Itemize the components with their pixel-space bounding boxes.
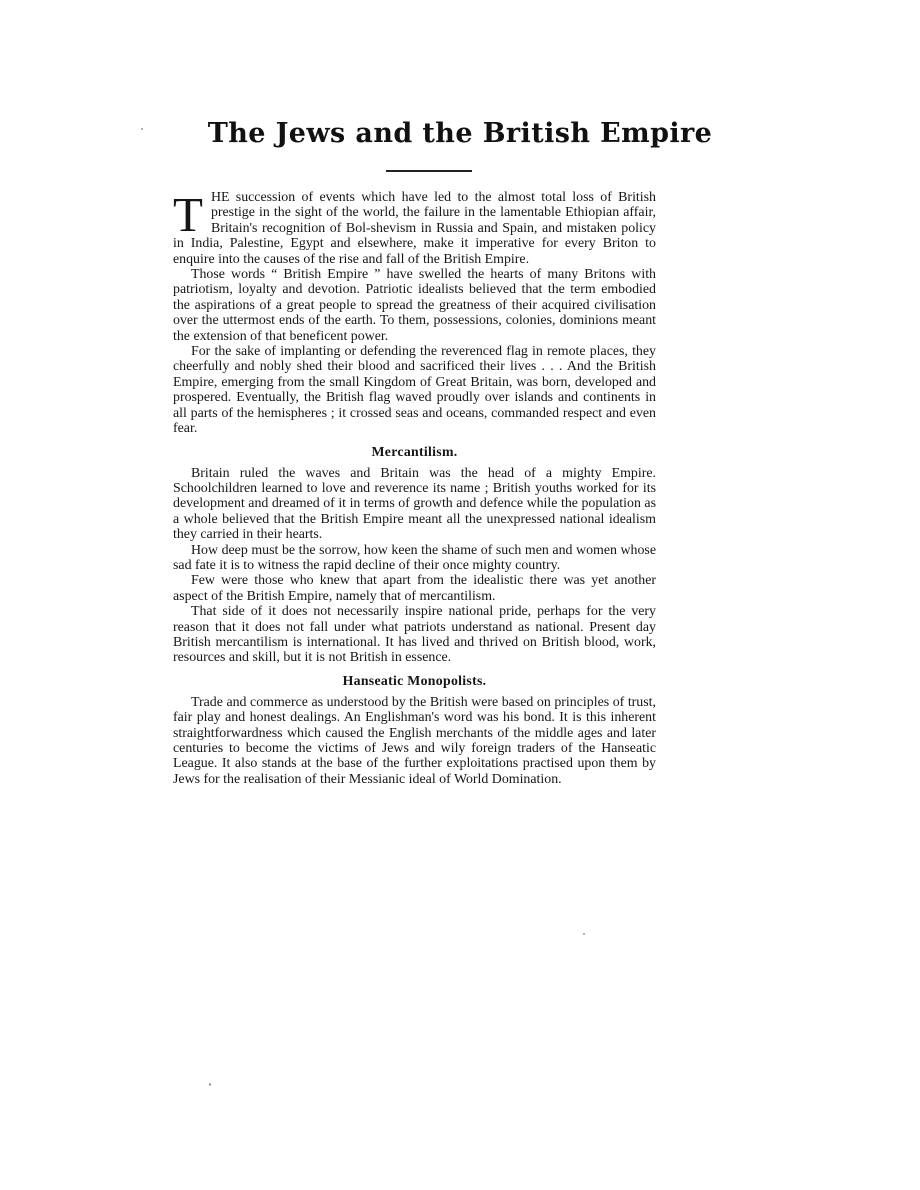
paragraph-text: HE succession of events which have led to the almost total loss of British prestige in the sight of the world, the failure in the lamentable Ethiopian affair, Britain's recognition of Bol-shevism in Russia and Spain, and mistaken policy in India, Palestine, Egypt and elsewhere, make it imperative for every Briton to enquire into the causes of the rise and fall of the British Empire. bbox=[173, 190, 656, 267]
paragraph-mercantilism-2: How deep must be the sorrow, how keen the shame of such men and women whose sad fate it is to witness the rapid decline of their once mighty country. bbox=[173, 542, 656, 573]
scan-speck bbox=[583, 933, 585, 935]
scan-speck bbox=[141, 128, 143, 130]
paragraph-mercantilism-3: Few were those who knew that apart from the idealistic there was yet another aspect of the British Empire, namely that of mercantilism. bbox=[173, 573, 656, 604]
paragraph-intro-1 bbox=[173, 187, 656, 267]
paragraph-intro-2: Those words “ British Empire ” have swelled the hearts of many Britons with patriotism, loyalty and devotion. Patriotic idealists believed that the term embodied the aspirations of a great people to spread the greatness of their acquired civilisation over the uttermost ends of the earth. To them, possessions, colonies, dominions meant the extension of that beneficent power. bbox=[173, 267, 656, 344]
drop-cap: T bbox=[173, 187, 203, 242]
paragraph-mercantilism-1: Britain ruled the waves and Britain was the head of a mighty Empire. Schoolchildren learned to love and reverence its name ; British youths worked for its development and dreamed of it in terms of growth and defence while the population as a whole believed that the British Empire meant all the unexpressed national idealism they carried in their hearts. bbox=[173, 465, 656, 543]
section-heading-hanseatic: Hanseatic Monopolists. bbox=[342, 672, 487, 688]
page-title: The Jews and the British Empire bbox=[207, 118, 713, 149]
scan-speck bbox=[209, 1083, 211, 1086]
title-divider bbox=[386, 170, 472, 172]
paragraph-mercantilism-4: That side of it does not necessarily inspire national pride, perhaps for the very reason that it does not fall under what patriots understand as national. Present day British mercantilism is international. It has lived and thrived on British blood, work, resources and skill, but it is not British in essence. bbox=[173, 604, 656, 666]
section-heading-mercantilism: Mercantilism. bbox=[371, 443, 458, 459]
paragraph-hanseatic-1: Trade and commerce as understood by the British were based on principles of trust, fair play and honest dealings. An Englishman's word was his bond. It is this inherent straightforwardness which caused the English merchants of the middle ages and later centuries to become the victims of Jews and wily foreign traders of the Hanseatic League. It also stands at the base of the further exploitations practised upon them by Jews for the realisation of their Messianic ideal of World Domination. bbox=[173, 694, 656, 787]
article-body bbox=[173, 187, 656, 787]
paragraph-intro-3: For the sake of implanting or defending the reverenced flag in remote places, they cheerfully and nobly shed their blood and sacrificed their lives . . . And the British Empire, emerging from the small Kingdom of Great Britain, was born, developed and prospered. Eventually, the British flag waved proudly over islands and continents in all parts of the hemispheres ; it crossed seas and oceans, commanded respect and even fear. bbox=[173, 344, 656, 437]
